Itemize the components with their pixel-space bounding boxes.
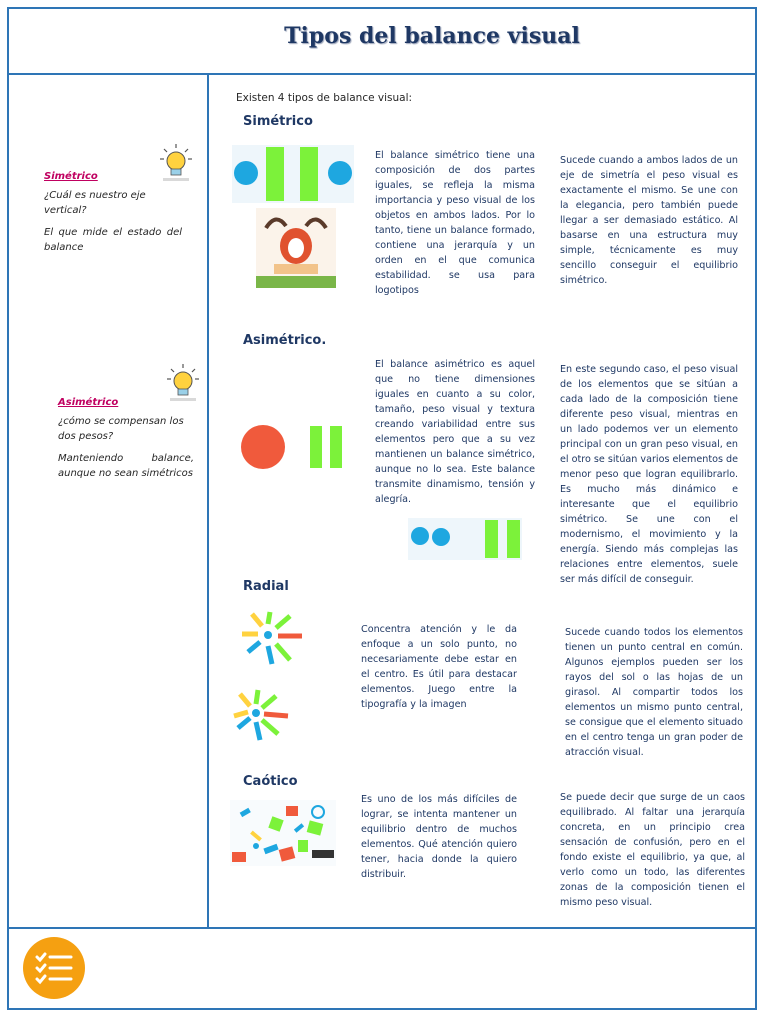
- heading-chaotic: Caótico: [243, 774, 298, 789]
- asymmetric-figure-2: [408, 518, 522, 560]
- footer-summary: [9, 927, 755, 1010]
- symmetric-text-1: El balance simétrico tiene una composición de dos partes iguales, se refleja la misma importancia y peso visual de los objetos en ambos lados. Por lo tanto, tiene un balance formado, contiene una jerarquía y un orden en el que comunica estabilidad. se usa para logotipos: [375, 150, 535, 296]
- cue-answer: El que mide el estado del balance: [44, 227, 182, 253]
- title-bar: [9, 9, 755, 75]
- asymmetric-text-2: En este segundo caso, el peso visual de los elementos que se sitúan a cada lado de la composición tiene diferente peso visual, mientras en un lado podemos ver un elemento principal con un gran peso visual, en el otro se sitúan varios elementos de menor peso que logran equilibrarlo. Es mucho más dinámico e interesante que el equilibrio simétrico. Se une con el modernismo, el movimiento y la energía. Siendo más complejas las relaciones entre elementos, suele ser más difícil de conseguir.: [560, 364, 738, 585]
- cue-symmetric: [44, 169, 182, 255]
- cue-question: ¿cómo se compensan los dos pesos?: [58, 416, 184, 442]
- checklist-button[interactable]: [23, 937, 85, 999]
- asymmetric-text-1: El balance asimétrico es aquel que no tiene dimensiones iguales en cuanto a su color, tamaño, peso visual y textura creando variabilidad entre sus elementos pero que a su vez mantienen un balance simétrico, aunque no lo sea. Este balance transmite dinamismo, tensión y alegría.: [375, 359, 535, 505]
- chaotic-figure: [230, 800, 336, 866]
- radial-figure-2: [232, 686, 296, 742]
- heading-symmetric: Simétrico: [243, 114, 313, 129]
- chaotic-text-2: Se puede decir que surge de un caos equilibrado. Al faltar una jerarquía concreta, en un principio crea sensación de confusión, pero en el fondo existe el equilibrio, ya que, al verlo como un todo, las diferentes zonas de la composición tienen el mismo peso visual.: [560, 792, 745, 908]
- cue-keyword: Simétrico: [44, 171, 98, 182]
- radial-text-2: Sucede cuando todos los elementos tienen un punto central en común. Algunos ejemplos pueden ser los rayos del sol o las hojas de un girasol. Al compartir todos los elementos un mismo punto central, se consigue que el elemento situado en el centro tenga un gran poder de atracción visual.: [565, 627, 743, 758]
- chaotic-text-1: Es uno de los más difíciles de lograr, se intenta mantener un equilibrio dentro de muchos elementos. Qué atención quiero tener, hacia donde la quiero distribuir.: [361, 794, 517, 880]
- radial-text-1: Concentra atención y le da enfoque a un solo punto, no necesariamente debe estar en el centro. Es útil para destacar elementos. Juego entre la tipografía y la imagen: [361, 624, 517, 710]
- symmetric-logo-figure: [256, 208, 336, 288]
- intro-text: Existen 4 tipos de balance visual:: [236, 92, 413, 104]
- cue-question: ¿Cuál es nuestro eje vertical?: [44, 190, 146, 216]
- checklist-icon: [23, 937, 85, 999]
- radial-figure-1: [238, 608, 308, 668]
- heading-asymmetric: Asimétrico.: [243, 333, 327, 348]
- symmetric-figure: [232, 145, 354, 203]
- cue-keyword: Asimétrico: [58, 397, 119, 408]
- page-title: Tipos del balance visual: [284, 23, 580, 49]
- asymmetric-figure-1: [240, 422, 350, 472]
- heading-radial: Radial: [243, 579, 289, 594]
- cue-column: [9, 73, 209, 927]
- cue-answer: Manteniendo balance, aunque no sean simétricos: [58, 453, 194, 479]
- cue-asymmetric: [58, 395, 194, 481]
- symmetric-text-2: Sucede cuando a ambos lados de un eje de simetría el peso visual es exactamente el mismo. Se une con la elegancia, pero también puede llegar a ser demasiado estático. Al basarse en una estructura muy simple, técnicamente es muy sencillo conseguir el equilibrio simétrico.: [560, 155, 738, 286]
